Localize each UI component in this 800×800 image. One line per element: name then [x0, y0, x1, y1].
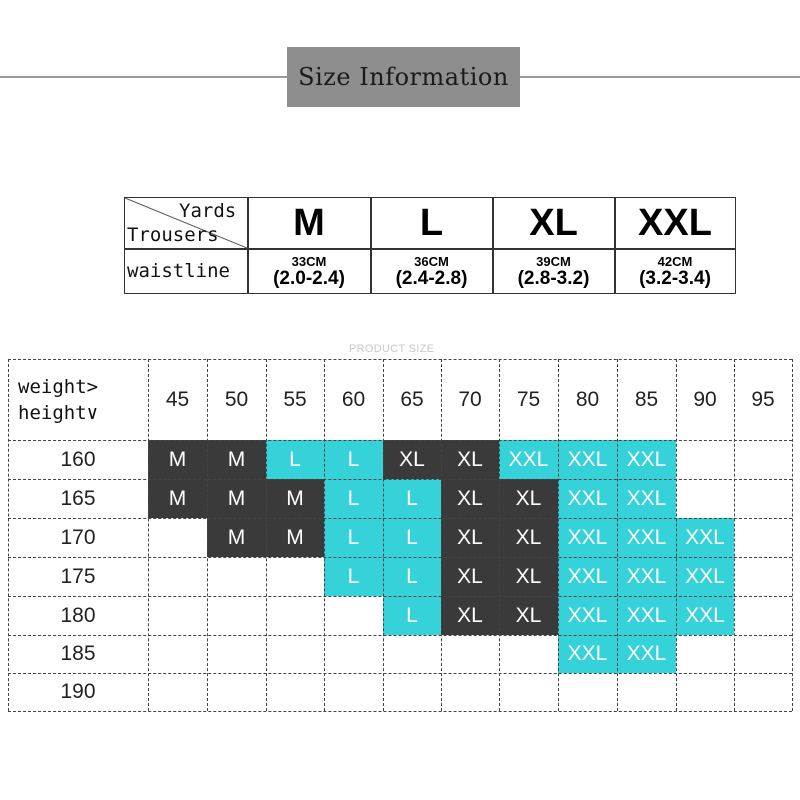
size-cell: L [347, 447, 360, 471]
size-range: (3.2-3.4) [639, 267, 711, 289]
size-cell: XXL [626, 525, 667, 549]
size-cell: L [406, 564, 418, 588]
size-cell: XL [457, 525, 483, 549]
size-cell: XXL [626, 447, 667, 471]
size-cell: XXL [685, 564, 725, 588]
size-cell: XXL [567, 642, 608, 665]
size-cell: XXL [685, 603, 725, 627]
product-size-caption: PRODUCT SIZE [349, 343, 435, 355]
weight-header: 85 [634, 387, 659, 411]
height-header: 175 [60, 564, 96, 588]
size-header-xxl: XXL [638, 201, 712, 244]
height-arrow-icon: ∨ [86, 402, 99, 424]
weight-header: 80 [575, 387, 600, 411]
size-cell: XXL [626, 486, 667, 510]
weight-arrow-icon: > [86, 376, 99, 398]
size-range: (2.0-2.4) [273, 267, 345, 289]
size-cell: L [347, 486, 360, 510]
size-cell: L [289, 447, 301, 471]
weight-label: weight [18, 376, 87, 398]
weight-axis-label [18, 376, 98, 398]
height-header: 180 [60, 603, 96, 627]
size-cell: M [168, 486, 187, 510]
size-cell: XL [457, 564, 483, 588]
size-cell: XL [399, 447, 425, 471]
size-cell: L [406, 603, 418, 627]
height-axis-label [18, 402, 98, 424]
weight-header: 65 [400, 387, 424, 411]
height-header: 170 [60, 525, 96, 549]
size-cell: XXL [685, 525, 725, 549]
size-cell: M [286, 486, 304, 510]
grid-row-line [8, 711, 792, 712]
size-cell: XXL [567, 525, 608, 549]
size-cell: XXL [508, 447, 549, 471]
grid-col-line [792, 359, 793, 711]
size-cell: L [406, 525, 418, 549]
size-info-banner [287, 47, 520, 107]
size-cell: M [227, 447, 246, 471]
size-header-m: M [293, 201, 325, 244]
weight-header: 75 [516, 387, 541, 411]
size-cell: L [347, 525, 360, 549]
size-cell: XXL [626, 564, 667, 588]
size-cell: XXL [626, 603, 667, 627]
size-cell: XL [457, 486, 483, 510]
size-range: (2.4-2.8) [395, 267, 468, 289]
size-cm: 36CM [414, 254, 449, 270]
size-range: (2.8-3.2) [517, 267, 590, 289]
size-cm: 39CM [536, 254, 571, 270]
weight-header: 50 [224, 387, 249, 411]
size-cell: XL [515, 564, 542, 588]
weight-header: 90 [693, 387, 717, 411]
height-header: 165 [60, 486, 96, 510]
size-value-xl [493, 249, 614, 295]
waistline-size-table [124, 197, 736, 294]
size-cell: L [347, 564, 360, 588]
weight-header: 95 [751, 387, 775, 411]
size-cell: XXL [567, 603, 608, 627]
size-cell: XL [515, 603, 542, 627]
size-cell: M [286, 525, 304, 549]
size-cell: XL [515, 486, 542, 510]
size-cell: XXL [567, 486, 608, 510]
weight-header: 45 [165, 387, 190, 411]
size-cell: XL [457, 447, 483, 471]
corner-yards-label: Yards [179, 200, 237, 222]
size-value-m [248, 249, 370, 295]
size-cell: XL [457, 603, 483, 627]
height-header: 160 [60, 447, 96, 471]
size-cell: XXL [626, 642, 667, 665]
size-cm: 33CM [291, 254, 327, 270]
size-cell: XXL [567, 447, 608, 471]
weight-header: 55 [283, 387, 307, 411]
banner-title: Size Information [298, 63, 509, 91]
height-header: 190 [60, 680, 96, 703]
size-cm: 42CM [657, 254, 693, 270]
size-cell: M [227, 525, 246, 549]
weight-header: 60 [341, 387, 366, 411]
size-cell: M [227, 486, 246, 510]
corner-trousers-label: Trousers [127, 224, 219, 246]
height-label: height [18, 402, 87, 424]
waistline-label: waistline [127, 260, 230, 282]
weight-header: 70 [458, 387, 482, 411]
size-header-xl: XL [529, 201, 578, 244]
size-cell: L [406, 486, 418, 510]
size-value-xxl [615, 249, 735, 295]
height-header: 185 [60, 642, 96, 665]
size-cell: XXL [567, 564, 608, 588]
size-cell: XL [515, 525, 542, 549]
size-cell: M [168, 447, 187, 471]
size-value-l [371, 249, 492, 295]
size-header-l: L [419, 201, 444, 244]
